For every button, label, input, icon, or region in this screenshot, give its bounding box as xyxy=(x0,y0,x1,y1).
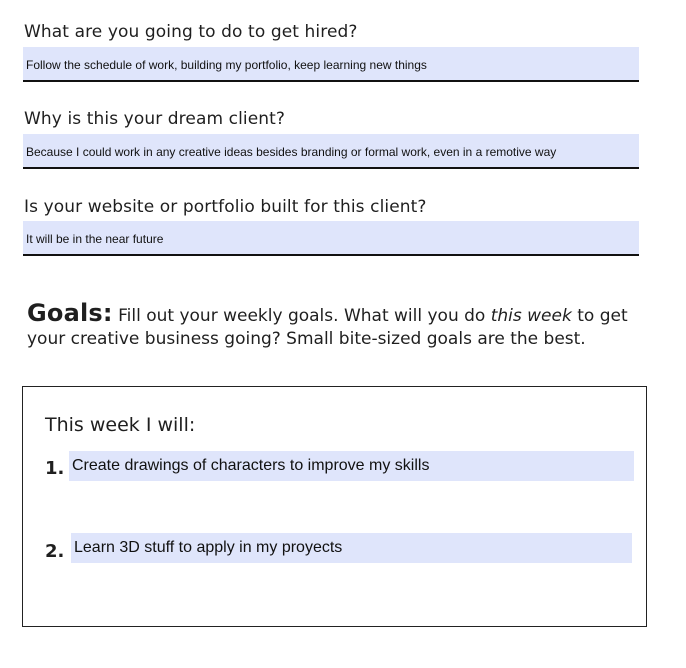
goals-intro-emphasis: this week xyxy=(490,306,572,326)
goal-number-2: 2. xyxy=(45,541,65,562)
goals-intro-text-end: to get your creative business going? Small bite-sized goals are the best. xyxy=(27,306,628,349)
goal-text-1: Create drawings of characters to improve my skills xyxy=(72,457,430,474)
answer-field-hired[interactable] xyxy=(23,47,639,82)
goal-field-2[interactable] xyxy=(71,533,632,563)
answer-field-portfolio[interactable] xyxy=(23,221,639,256)
answer-text-hired: Follow the schedule of work, building my portfolio, keep learning new things xyxy=(26,58,427,72)
goal-field-1[interactable] xyxy=(69,451,634,481)
goal-text-2: Learn 3D stuff to apply in my proyects xyxy=(74,539,343,556)
question-label-portfolio: Is your website or portfolio built for this client? xyxy=(24,197,427,217)
goals-intro-text-start: Fill out your weekly goals. What will you do xyxy=(118,306,486,326)
question-label-dream-client: Why is this your dream client? xyxy=(24,109,286,129)
weekly-goals-title: This week I will: xyxy=(45,414,196,436)
answer-field-dream-client[interactable] xyxy=(23,134,639,169)
question-label-hired: What are you going to do to get hired? xyxy=(24,22,358,42)
goals-heading: Goals: xyxy=(27,299,113,327)
answer-text-portfolio: It will be in the near future xyxy=(26,232,164,246)
answer-text-dream-client: Because I could work in any creative ideas besides branding or formal work, even in a remotive way xyxy=(26,145,557,159)
goal-number-1: 1. xyxy=(45,458,65,479)
goals-intro xyxy=(27,299,647,351)
weekly-goals-box xyxy=(22,386,647,627)
